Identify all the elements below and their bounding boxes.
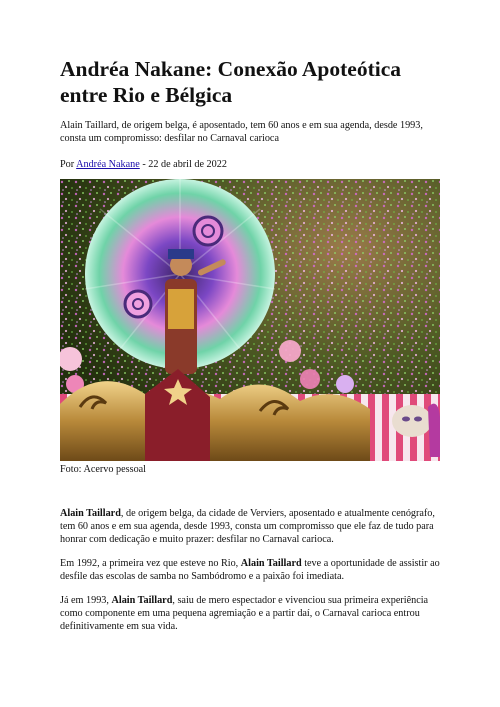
article-lede: Alain Taillard, de origem belga, é aposentado, tem 60 anos e em sua agenda, desde 1993, consta um compromisso: desfilar no Carnaval carioca: [60, 120, 423, 144]
author-link[interactable]: Andréa Nakane: [76, 159, 140, 170]
person-name: Alain Taillard: [60, 508, 121, 519]
byline: [60, 158, 440, 171]
person-name: Alain Taillard: [111, 595, 173, 606]
article-title: Andréa Nakane: Conexão Apoteótica entre Rio e Bélgica: [60, 57, 401, 107]
person-name: Alain Taillard: [240, 558, 302, 569]
article: [60, 56, 440, 644]
photo-caption: Foto: Acervo pessoal: [60, 464, 147, 475]
paragraph-text: teve a oportunidade de assistir ao desfile das escolas de samba no Sambódromo e a paixão foi imediata.: [60, 558, 440, 582]
article-body: [60, 507, 440, 633]
article-date: 22 de abril de 2022: [148, 159, 227, 170]
paragraph-3: [60, 594, 440, 633]
carnival-float-photo: [60, 179, 440, 461]
paragraph-lead: Já em 1993,: [60, 595, 112, 606]
byline-separator: -: [139, 159, 149, 170]
paragraph-text: , saiu de mero espectador e vivenciou sua primeira experiência como componente em uma pequena agremiação e a partir daí, o Carnaval carioca entrou definitivamente em sua vida.: [60, 595, 429, 632]
paragraph-text: , de origem belga, da cidade de Verviers, aposentado e atualmente cenógrafo, tem 60 anos e em sua agenda, desde 1993, consta um compromisso que ele faz de tudo para honrar com dedicação e muito prazer: desfilar no Carnaval carioca.: [60, 508, 435, 545]
paragraph-lead: Em 1992, a primeira vez que esteve no Rio,: [60, 558, 241, 569]
paragraph-2: [60, 557, 440, 583]
paragraph-1: [60, 507, 440, 546]
byline-prefix: Por: [60, 159, 77, 170]
